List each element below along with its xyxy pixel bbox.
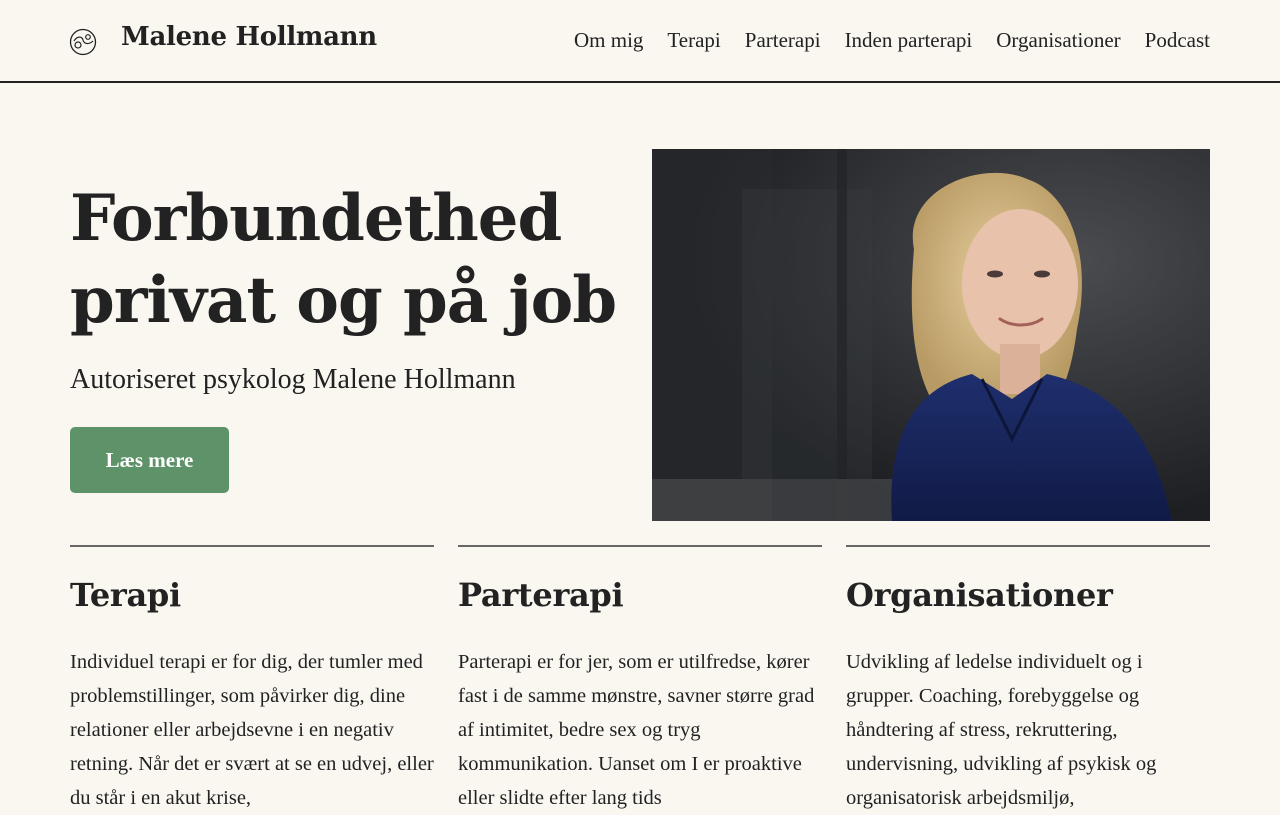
portrait-illustration [652, 149, 1210, 521]
service-title-organisationer[interactable]: Organisationer [846, 576, 1113, 614]
nav-item-organisationer[interactable]: Organisationer [996, 28, 1121, 52]
brand-name[interactable]: Malene Hollmann [121, 22, 377, 52]
site-header [0, 0, 1280, 83]
portrait-photo [652, 149, 1210, 521]
service-text-parterapi: Parterapi er for jer, som er utilfredse, kører fast i de samme mønstre, savner større grad af intimitet, bedre sex og tryg kommunikation. Uanset om I er proaktive eller slidte efter lang tids [458, 651, 815, 809]
read-more-button[interactable]: Læs mere [70, 427, 229, 493]
main-nav [574, 28, 1210, 53]
circle-leaf-logo-icon[interactable] [69, 28, 97, 56]
nav-item-om-mig[interactable]: Om mig [574, 28, 644, 52]
nav-item-terapi[interactable]: Terapi [667, 28, 721, 52]
service-parterapi [458, 545, 822, 815]
service-terapi [70, 545, 434, 815]
service-text-terapi: Individuel terapi er for dig, der tumler med problemstillinger, som påvirker dig, dine relationer eller arbejdsevne i en negativ retning. Når det er svært at se en udvej, eller du står i en akut krise, [70, 651, 434, 809]
service-title-parterapi[interactable]: Parterapi [458, 576, 624, 614]
hero-title-line-2: privat og på job [70, 263, 617, 338]
service-text-organisationer: Udvikling af ledelse individuelt og i grupper. Coaching, forebyggelse og håndtering af stress, rekruttering, undervisning, udvikling af psykisk og organisatorisk arbejdsmiljø, [846, 651, 1157, 809]
nav-item-parterapi[interactable]: Parterapi [744, 28, 821, 52]
service-organisationer [846, 545, 1210, 815]
hero-title [70, 178, 630, 342]
service-title-terapi[interactable]: Terapi [70, 576, 181, 614]
hero-subtitle: Autoriseret psykolog Malene Hollmann [70, 364, 516, 395]
nav-item-inden-parterapi[interactable]: Inden parterapi [844, 28, 973, 52]
hero-title-line-1: Forbundethed [70, 181, 562, 256]
nav-item-podcast[interactable]: Podcast [1144, 28, 1210, 52]
